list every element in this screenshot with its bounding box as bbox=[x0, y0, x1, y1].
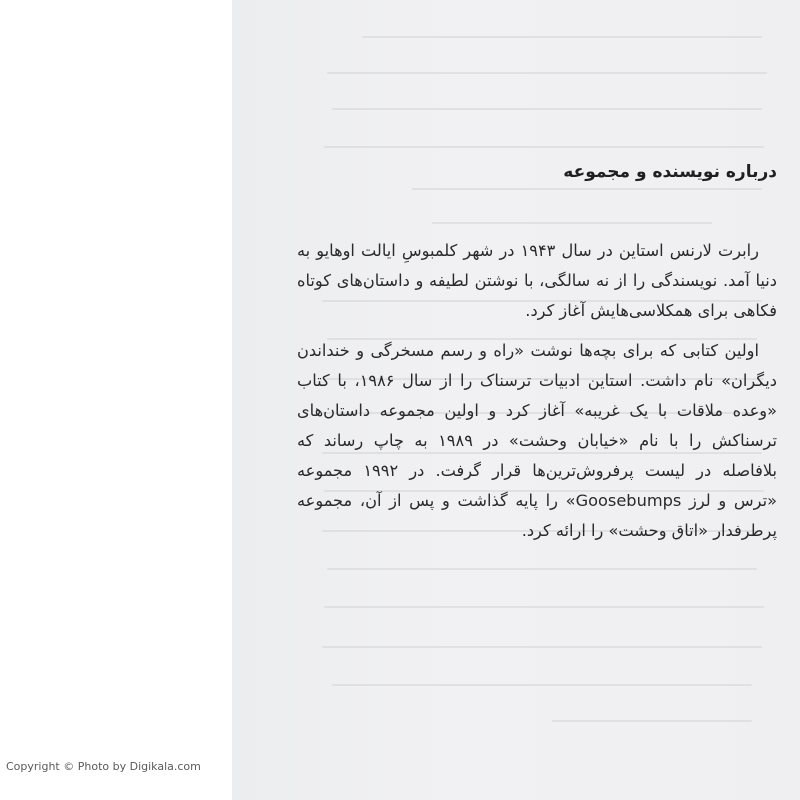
page-text bbox=[297, 160, 777, 546]
section-heading: درباره نویسنده و مجموعه bbox=[563, 162, 777, 182]
paragraph-career: اولین کتابی که برای بچه‌ها نوشت «راه و رسم مسخرگی و خنداندن دیگران» نام داشت. استاین ادبیات ترسناک را از سال ۱۹۸۶، با کتاب «وعده ملاقات با یک غریبه» آغاز کرد و اولین مجموعه داستان‌های ترسناکش را با نام «خیابان وحشت» در ۱۹۸۹ به چاپ رساند که بلافاصله در لیست پرفروش‌ترین‌ها قرار گرفت. در ۱۹۹۲ مجموعه «ترس و لرز Goosebumps» را پایه گذاشت و پس از آن، مجموعه پرطرفدار «اتاق وحشت» را ارائه کرد. bbox=[297, 341, 777, 540]
paragraph-author-birth: رابرت لارنس استاین در سال ۱۹۴۳ در شهر کلمبوسِ ایالت اوهایو به دنیا آمد. نویسندگی را از نه سالگی، با نوشتن لطیفه و داستان‌های کوتاه فکاهی برای همکلاسی‌هایش آغاز کرد. bbox=[297, 241, 777, 320]
photo-credit: Copyright © Photo by Digikala.com bbox=[6, 760, 201, 773]
book-page bbox=[232, 0, 800, 800]
left-margin bbox=[0, 0, 232, 800]
